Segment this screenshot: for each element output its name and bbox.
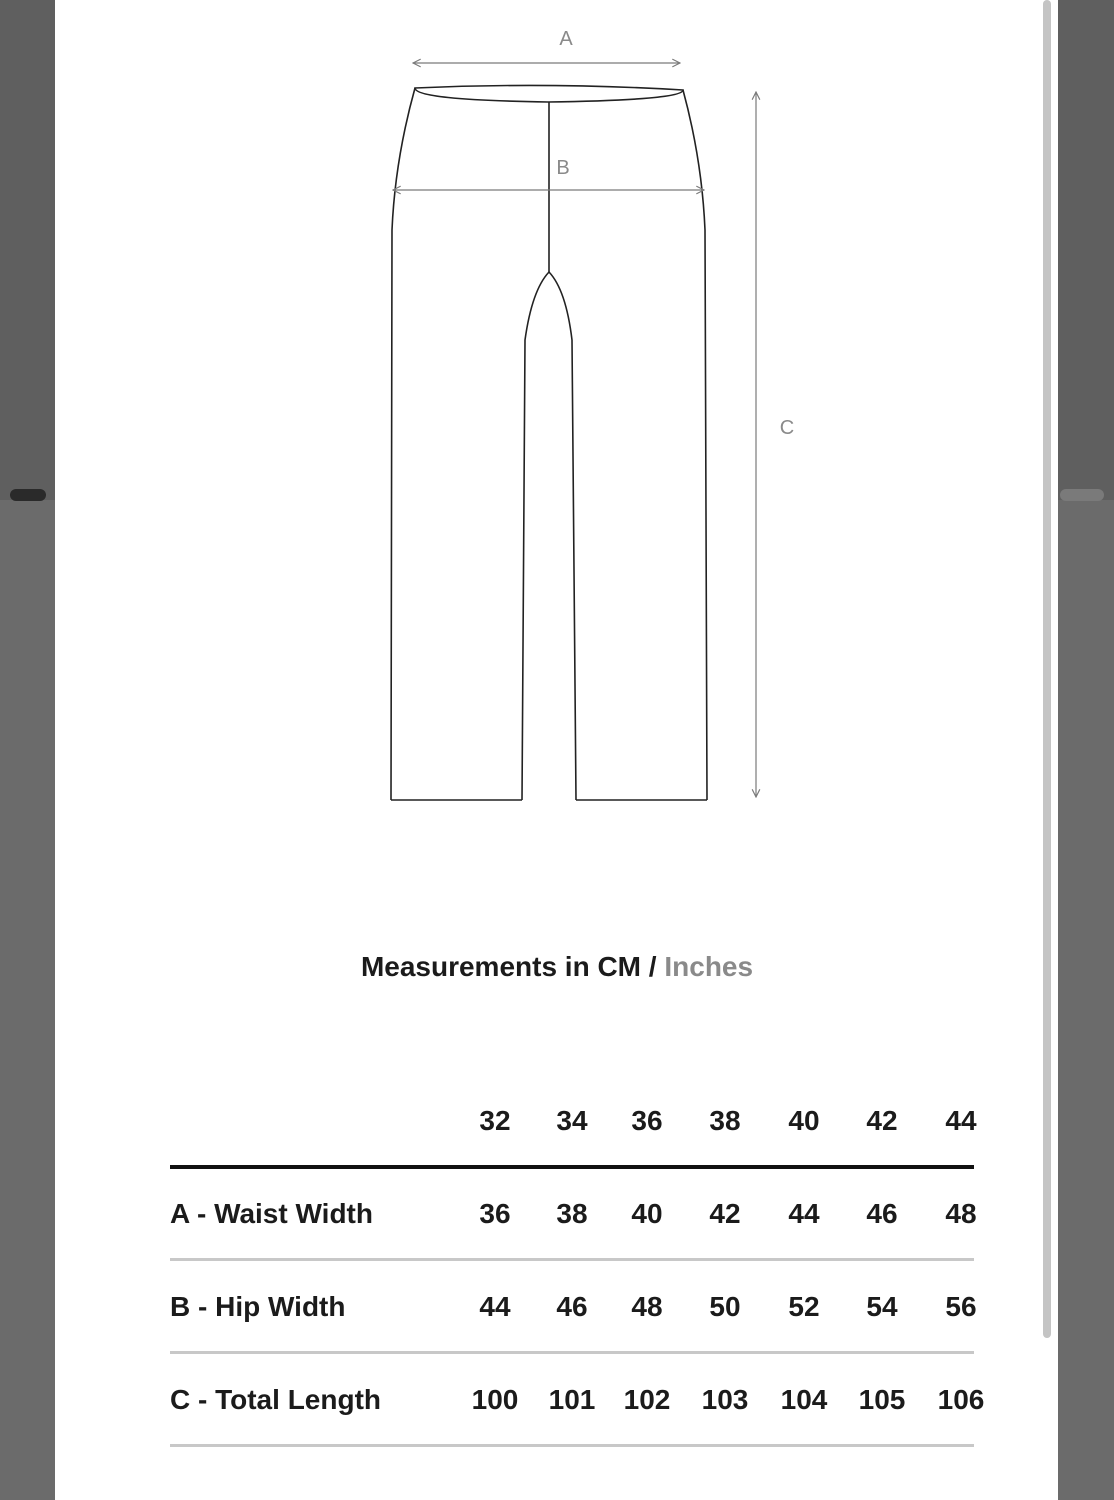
left-outer-seam	[391, 88, 415, 800]
table-row-waist-width	[170, 1183, 977, 1243]
label-c: C	[779, 417, 795, 439]
table-cell: 48	[631, 1291, 663, 1322]
size-header-cell: 42	[866, 1105, 898, 1136]
row-divider	[170, 1258, 974, 1261]
table-cell: 54	[866, 1291, 898, 1322]
size-chart-table	[170, 1090, 985, 1470]
table-cell: 100	[471, 1384, 519, 1415]
label-b: B	[556, 157, 570, 179]
table-cell: 52	[788, 1291, 820, 1322]
table-cell: 36	[479, 1198, 511, 1229]
scrollbar-thumb[interactable]	[1043, 0, 1051, 1338]
table-cell: 104	[780, 1384, 828, 1415]
unit-separator: /	[641, 951, 665, 982]
left-inseam	[522, 272, 549, 800]
row-label: C - Total Length	[170, 1384, 381, 1415]
table-cell: 101	[548, 1384, 596, 1415]
size-header-cell: 44	[945, 1105, 977, 1136]
size-header-cell: 40	[788, 1105, 820, 1136]
table-cell: 103	[701, 1384, 749, 1415]
table-cell: 105	[858, 1384, 906, 1415]
table-cell: 42	[709, 1198, 741, 1229]
pants-measurement-diagram	[380, 20, 820, 820]
table-cell: 48	[945, 1198, 977, 1229]
table-cell: 40	[631, 1198, 663, 1229]
table-cell: 56	[945, 1291, 977, 1322]
table-cell: 46	[866, 1198, 898, 1229]
pants-outline	[391, 85, 707, 800]
table-cell: 44	[788, 1198, 820, 1229]
table-cell: 38	[556, 1198, 588, 1229]
row-label: A - Waist Width	[170, 1198, 373, 1229]
size-header-row	[170, 1090, 977, 1150]
waistband	[415, 85, 683, 102]
size-header-cell: 32	[479, 1105, 511, 1136]
size-header-cell: 38	[709, 1105, 741, 1136]
unit-cm-toggle[interactable]: Measurements in CM	[360, 951, 642, 982]
row-divider	[170, 1351, 974, 1354]
table-cell: 44	[479, 1291, 511, 1322]
table-cell: 102	[623, 1384, 671, 1415]
row-label: B - Hip Width	[170, 1291, 346, 1322]
left-drag-handle[interactable]	[10, 489, 46, 501]
header-divider	[170, 1165, 974, 1169]
label-a: A	[559, 28, 573, 50]
size-header-cell: 34	[556, 1105, 588, 1136]
table-cell: 106	[937, 1384, 985, 1415]
size-header-cell: 36	[631, 1105, 663, 1136]
table-row-total-length	[170, 1369, 985, 1429]
table-cell: 50	[709, 1291, 741, 1322]
table-cell: 46	[556, 1291, 588, 1322]
table-row-hip-width	[170, 1276, 977, 1336]
right-inseam	[549, 272, 576, 800]
right-outer-seam	[683, 90, 707, 800]
units-heading	[0, 951, 1114, 983]
right-drag-handle[interactable]	[1060, 489, 1104, 501]
unit-inches-toggle[interactable]: Inches	[664, 951, 754, 982]
row-divider	[170, 1444, 974, 1447]
